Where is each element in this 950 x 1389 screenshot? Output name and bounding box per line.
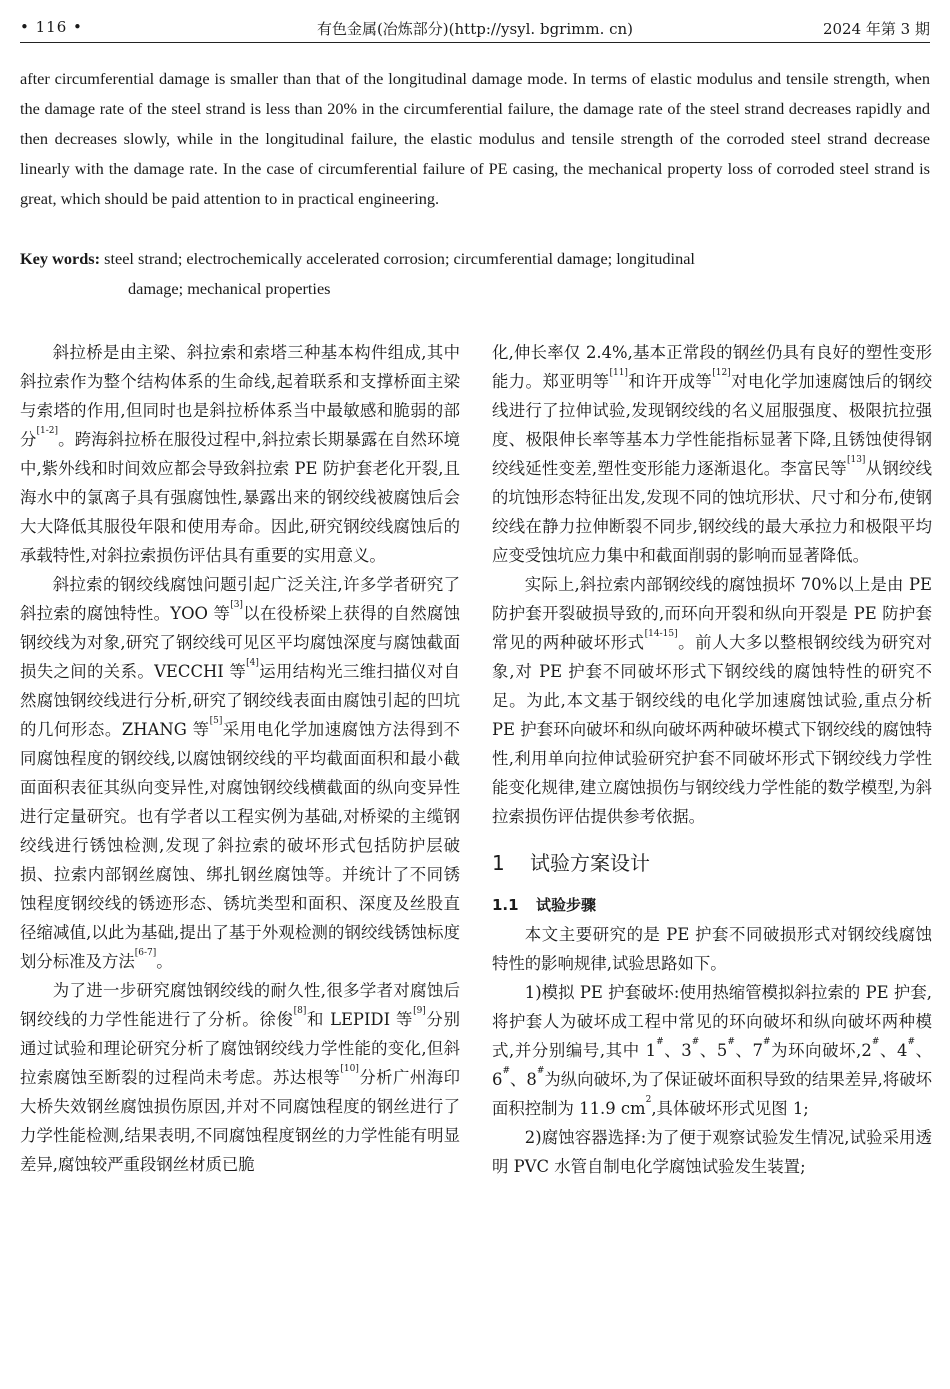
superscript: # [727, 1037, 735, 1047]
citation: [10] [340, 1064, 359, 1074]
section-title: 试验方案设计 [530, 851, 650, 875]
citation: [12] [712, 368, 731, 378]
text: 、6 [492, 1041, 933, 1089]
citation: [6-7] [134, 948, 157, 958]
abstract-continuation: after circumferential damage is smaller than that of the longitudinal damage mode. In terms of elastic modulus and tensile strength, when the damage rate of the steel strand is less than 20% in the circumferential failure, the damage rate of the steel strand decreases rapidly and then decreases slowly, while in the longitudinal failure, the elastic modulus and tensile strength of the corroded steel strand decrease linearly with the damage rate. In the case of circumferential failure of PE casing, the mechanical property loss of corroded steel strand is great, which should be paid attention to in practical engineering. [20, 69, 930, 208]
superscript: # [536, 1066, 545, 1076]
text: 、5 [699, 1041, 728, 1060]
keywords-label: Key words: [20, 249, 101, 268]
superscript: # [502, 1066, 510, 1076]
text: 。跨海斜拉桥在服役过程中,斜拉索长期暴露在自然环境中,紫外线和时间效应都会导致斜拉索 PE 防护套老化开裂,且海水中的氯离子具有强腐蚀性,暴露出来的钢绞线被腐蚀后会大大降低其服役年限和使用寿命。因此,研究钢绞线腐蚀后的承载特性,对斜拉索损伤评估具有重要的实用意义。 [20, 430, 460, 565]
citation: [8] [293, 1006, 307, 1016]
section-heading-1 [492, 849, 932, 879]
page-number: • 116 • [20, 18, 83, 36]
keywords-text-1: steel strand; electrochemically accelerated corrosion; circumferential damage; longitudinal [104, 249, 695, 268]
subsection-number: 1.1 [492, 896, 519, 914]
section-number: 1 [492, 851, 505, 875]
intro-paragraph-1 [20, 338, 460, 570]
intro-paragraph-3-continued [492, 338, 932, 570]
intro-paragraph-2 [20, 570, 460, 976]
keywords-line-2: damage; mechanical properties [128, 279, 331, 298]
header-rule [20, 42, 930, 43]
superscript: # [871, 1037, 880, 1047]
subsection-heading-1-1 [492, 891, 932, 920]
citation: [11] [609, 368, 628, 378]
text: 实际上,斜拉索内部钢绞线的腐蚀损坏 70%以上是由 PE 防护套开裂破损导致的,而环向开裂和纵向开裂是 PE 防护套常见的两种破坏形式 [492, 575, 932, 652]
citation: [5] [209, 716, 223, 726]
text: 化,伸长率仅 2.4%,基本正常段的钢丝仍具有良好的塑性变形能力。郑亚明等 [492, 343, 932, 391]
intro-paragraph-3 [20, 976, 460, 1179]
text: 为纵向破坏,为了保证破坏面积导致的结果差异,将破坏面积控制为 11.9 cm [492, 1070, 932, 1118]
citation: [9] [413, 1006, 426, 1016]
superscript: # [762, 1037, 771, 1047]
method-paragraph-1: 本文主要研究的是 PE 护套不同破损形式对钢绞线腐蚀特性的影响规律,试验思路如下。 [492, 925, 932, 973]
method-step-2: 2)腐蚀容器选择:为了便于观察试验发生情况,试验采用透明 PVC 水管自制电化学腐蚀试验发生装置; [492, 1128, 932, 1176]
text: 分别通过试验和理论研究分析了腐蚀钢绞线力学性能的变化,但斜拉索腐蚀至断裂的过程尚未考虑。苏达根等 [20, 1010, 461, 1087]
superscript: # [907, 1037, 915, 1047]
text: 1)模拟 PE 护套破坏:使用热缩管模拟斜拉索的 PE 护套,将护套人为破坏成工程中常见的环向破坏和纵向破坏两种模式,并分别编号,其中 1 [492, 983, 932, 1060]
text: 、3 [663, 1041, 692, 1060]
superscript: # [656, 1037, 664, 1047]
citation: [3] [230, 600, 243, 610]
text: 。前人大多以整根钢绞线为研究对象,对 PE 护套不同破坏形式下钢绞线的腐蚀特性的研究不足。为此,本文基于钢绞线的电化学加速腐蚀试验,重点分析 PE 护套环向破坏和纵向破坏两种破坏模式下钢绞线的腐蚀特性,利用单向拉伸试验研究护套不同破坏形式下钢绞线力学性能变化规律,建立腐蚀损伤与钢绞线力学性能的数学模型,为斜拉索损伤评估提供参考依据。 [492, 633, 933, 826]
text: 为了进一步研究腐蚀钢绞线的耐久性,很多学者对腐蚀后钢绞线的力学性能进行了分析。徐俊 [20, 981, 460, 1029]
text: 从钢绞线的坑蚀形态特征出发,发现不同的蚀坑形状、尺寸和分布,使钢绞线在静力拉伸断裂不同步,钢绞线的最大承拉力和极限平均应变受蚀坑应力集中和截面削弱的影响而显著降低。 [492, 459, 933, 565]
right-column [492, 338, 932, 1181]
text: 、8 [509, 1070, 537, 1089]
text: 。 [156, 952, 173, 971]
citation: [4] [246, 658, 259, 668]
subsection-title: 试验步骤 [536, 896, 597, 914]
text: 、4 [879, 1041, 908, 1060]
method-step-1 [492, 978, 932, 1123]
intro-paragraph-4 [492, 570, 932, 831]
text: 对电化学加速腐蚀后的钢绞线进行了拉伸试验,发现钢绞线的名义屈服强度、极限抗拉强度、极限伸长率等基本力学性能指标显著下降,且锈蚀使得钢绞线延性变差,塑性变形能力逐渐退化。李富民等 [492, 372, 933, 478]
keywords-line-1 [20, 244, 930, 274]
text: 和 LEPIDI 等 [306, 1010, 414, 1029]
superscript: # [691, 1037, 700, 1047]
text: 采用电化学加速腐蚀方法得到不同腐蚀程度的钢绞线,以腐蚀钢绞线的平均截面面积和最小截面面积表征其纵向变异性,对腐蚀钢绞线横截面的纵向变异性进行定量研究。也有学者以工程实例为基础,对桥梁的主缆钢绞线进行锈蚀检测,发现了斜拉索的破坏形式包括防护层破损、拉索内部钢丝腐蚀、绑扎钢丝腐蚀等。并统计了不同锈蚀程度钢绞线的锈迹形态、锈坑类型和面积、深度及丝股直径缩减值,以此为基础,提出了基于外观检测的钢绞线锈蚀标度划分标准及方法 [20, 720, 461, 971]
citation: [13] [846, 455, 866, 465]
left-column [20, 338, 460, 1179]
text: 运用结构光三维扫描仪对自然腐蚀钢绞线进行分析,研究了钢绞线表面由腐蚀引起的凹坑的几何形态。ZHANG 等 [20, 662, 460, 739]
running-header [20, 14, 930, 42]
citation: [1-2] [36, 426, 59, 436]
text: 为环向破坏,2 [770, 1041, 872, 1060]
text: 分析广州海印大桥失效钢丝腐蚀损伤原因,并对不同腐蚀程度的钢丝进行了力学性能检测,结果表明,不同腐蚀程度钢丝的力学性能有明显差异,腐蚀较严重段钢丝材质已脆 [20, 1068, 461, 1174]
text: ,具体破坏形式见图 1; [651, 1099, 809, 1118]
keywords [20, 244, 930, 304]
text: 和许开成等 [627, 372, 713, 391]
text: 斜拉索的钢绞线腐蚀问题引起广泛关注,许多学者研究了斜拉索的腐蚀特性。YOO 等 [20, 575, 460, 623]
text: 、7 [734, 1041, 763, 1060]
text: 斜拉桥是由主梁、斜拉索和索塔三种基本构件组成,其中斜拉索作为整个结构体系的生命线,起着联系和支撑桥面主梁与索塔的作用,但同时也是斜拉桥体系当中最敏感和脆弱的部分 [20, 343, 460, 449]
issue-label: 2024 年第 3 期 [822, 20, 930, 38]
text: 以在役桥梁上获得的自然腐蚀钢绞线为对象,研究了钢绞线可见区平均腐蚀深度与腐蚀截面损失之间的关系。VECCHI 等 [20, 604, 461, 681]
superscript: 2 [645, 1095, 652, 1105]
citation: [14-15] [644, 629, 678, 639]
journal-title: 有色金属(冶炼部分)(http://ysyl. bgrimm. cn) [316, 20, 634, 38]
